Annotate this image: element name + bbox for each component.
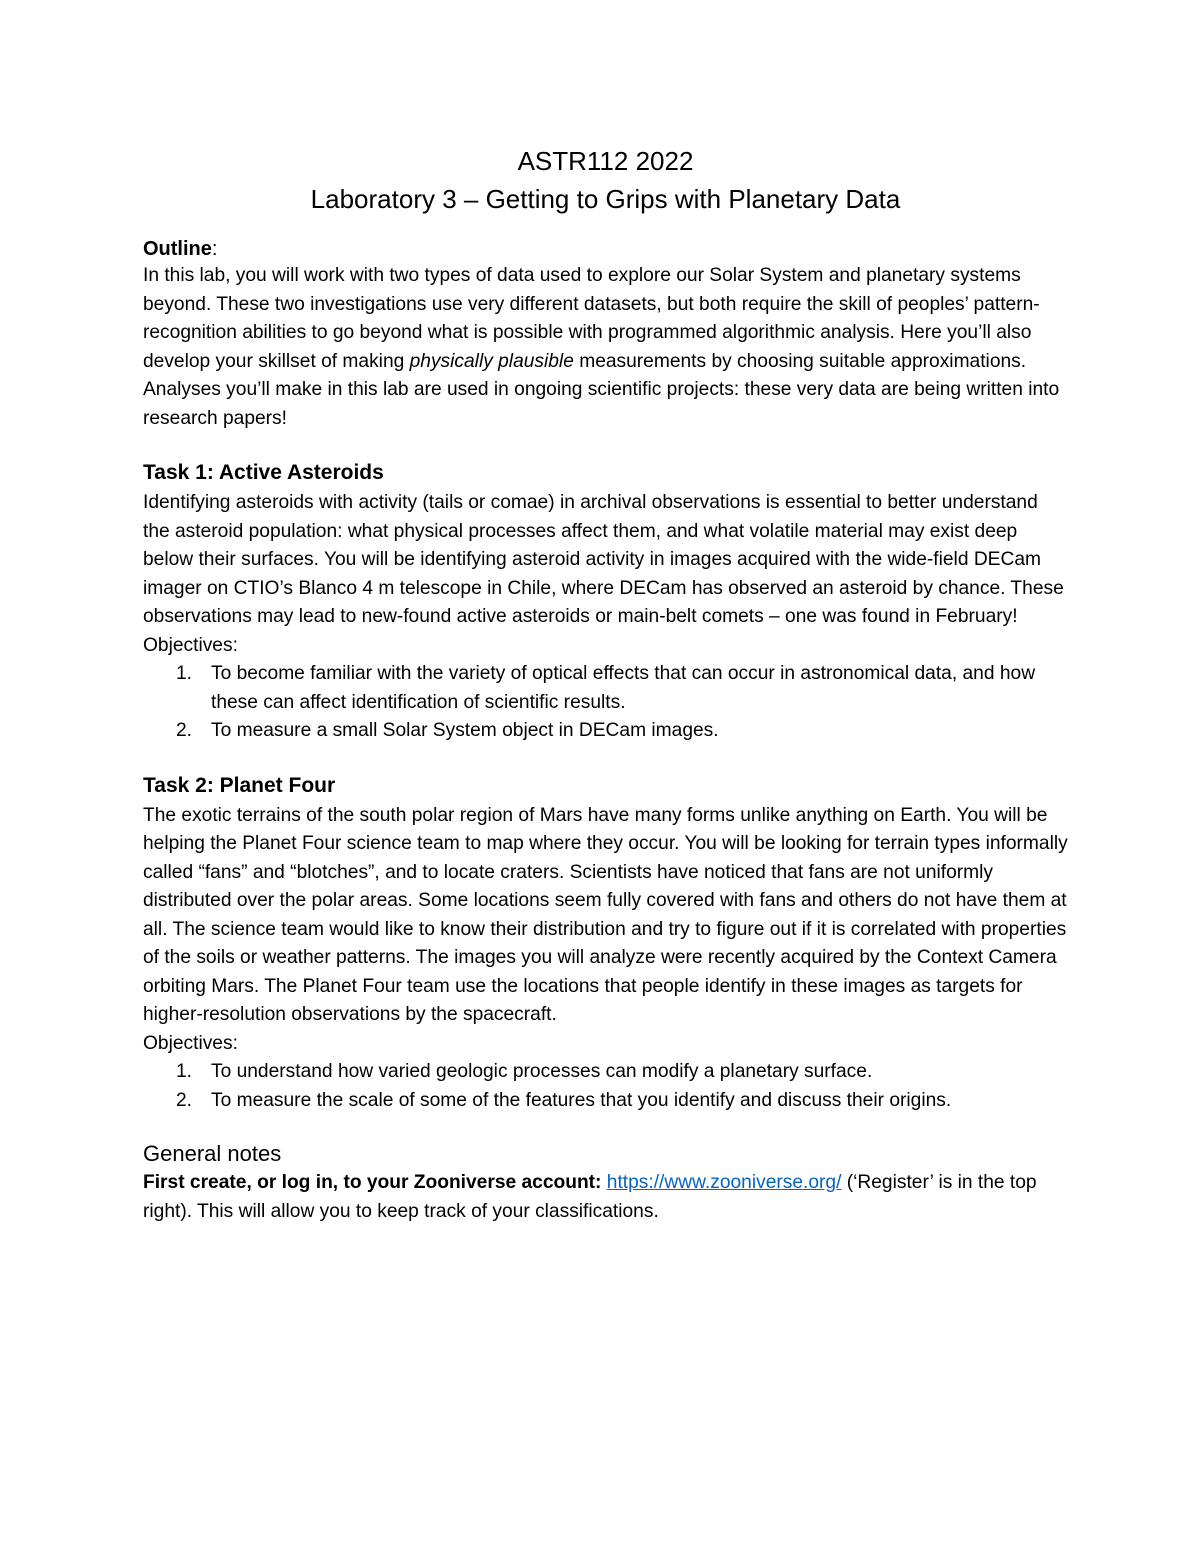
outline-heading-colon: : bbox=[211, 238, 218, 260]
task2-heading: Task 2: Planet Four bbox=[143, 773, 336, 797]
outline-paragraph bbox=[143, 262, 1068, 433]
task1-heading: Task 1: Active Asteroids bbox=[143, 461, 384, 484]
general-notes-text-end: (‘Register’ is in the top right). This will allow you to keep track of your classifications. bbox=[143, 1172, 1037, 1222]
title-block bbox=[143, 142, 1068, 218]
task1-paragraph: Identifying asteroids with activity (tails or comae) in archival observations is essential to better understand the asteroid population: what physical processes affect them, and what volatile material may exist deep below their surfaces. You will be identifying asteroid activity in images acquired with the wide-field DECam imager on CTIO’s Blanco 4 m telescope in Chile, where DECam has observed an asteroid by chance. These observations may lead to new-found active asteroids or main-belt comets – one was found in February! bbox=[143, 492, 1064, 627]
outline-heading bbox=[143, 236, 1068, 262]
list-item bbox=[143, 1058, 1068, 1087]
list-item-number: 2. bbox=[176, 720, 193, 741]
task1-objectives-list bbox=[143, 660, 1068, 746]
list-item bbox=[143, 660, 1068, 717]
task2-objectives-list bbox=[143, 1058, 1068, 1115]
list-item-number: 2. bbox=[176, 1089, 193, 1111]
list-item-number: 1. bbox=[176, 663, 193, 684]
outline-text-end: measurements by choosing suitable approximations. Analyses you’ll make in this lab are used in ongoing scientific projects: these very data are being written into research papers! bbox=[143, 350, 1060, 429]
outline-heading-text: Outline bbox=[143, 238, 212, 260]
general-notes-paragraph bbox=[143, 1169, 1068, 1226]
task1-objectives-label: Objectives: bbox=[143, 634, 238, 656]
list-item-text: To understand how varied geologic processes can modify a planetary surface. bbox=[211, 1061, 873, 1082]
list-item-number: 1. bbox=[176, 1061, 193, 1082]
list-item-text: To measure a small Solar System object in DECam images. bbox=[211, 720, 719, 741]
task2-objectives-label: Objectives: bbox=[143, 1032, 238, 1054]
list-item-text: To measure the scale of some of the features that you identify and discuss their origins. bbox=[211, 1089, 952, 1111]
list-item-text: To become familiar with the variety of optical effects that can occur in astronomical data, and how these can affect identification of scientific results. bbox=[211, 663, 1036, 713]
outline-text-start: In this lab, you will work with two types of data used to explore our Solar System and planetary systems beyond. These two investigations use very different datasets, but both require the skill of peoples’ pattern-recognition abilities to go beyond what is possible with programmed algorithmic analysis. Here you’ll also develop your skillset of making bbox=[143, 265, 1040, 372]
course-title: ASTR112 2022 bbox=[517, 146, 694, 176]
general-notes-bold-intro: First create, or log in, to your Zooniverse account: bbox=[143, 1172, 602, 1193]
task2-paragraph: The exotic terrains of the south polar region of Mars have many forms unlike anything on Earth. You will be helping the Planet Four science team to map where they occur. You will be looking for terrain types informally called “fans” and “blotches”, and to locate craters. Scientists have noticed that fans are not uniformly distributed over the polar areas. Some locations seem fully covered with fans and others do not have them at all. The science team would like to know their distribution and try to figure out if it is correlated with properties of the soils or weather patterns. The images you will analyze were recently acquired by the Context Camera orbiting Mars. The Planet Four team use the locations that people identify in these images as targets for higher-resolution observations by the spacecraft. bbox=[143, 804, 1068, 1025]
outline-italic-phrase: physically plausible bbox=[409, 350, 574, 372]
list-item bbox=[143, 1087, 1068, 1116]
zooniverse-link[interactable]: https://www.zooniverse.org/ bbox=[606, 1172, 842, 1193]
lab-title: Laboratory 3 – Getting to Grips with Planetary Data bbox=[310, 184, 901, 214]
list-item bbox=[143, 717, 1068, 746]
document-content bbox=[143, 142, 1068, 1226]
general-notes-heading: General notes bbox=[143, 1141, 282, 1166]
